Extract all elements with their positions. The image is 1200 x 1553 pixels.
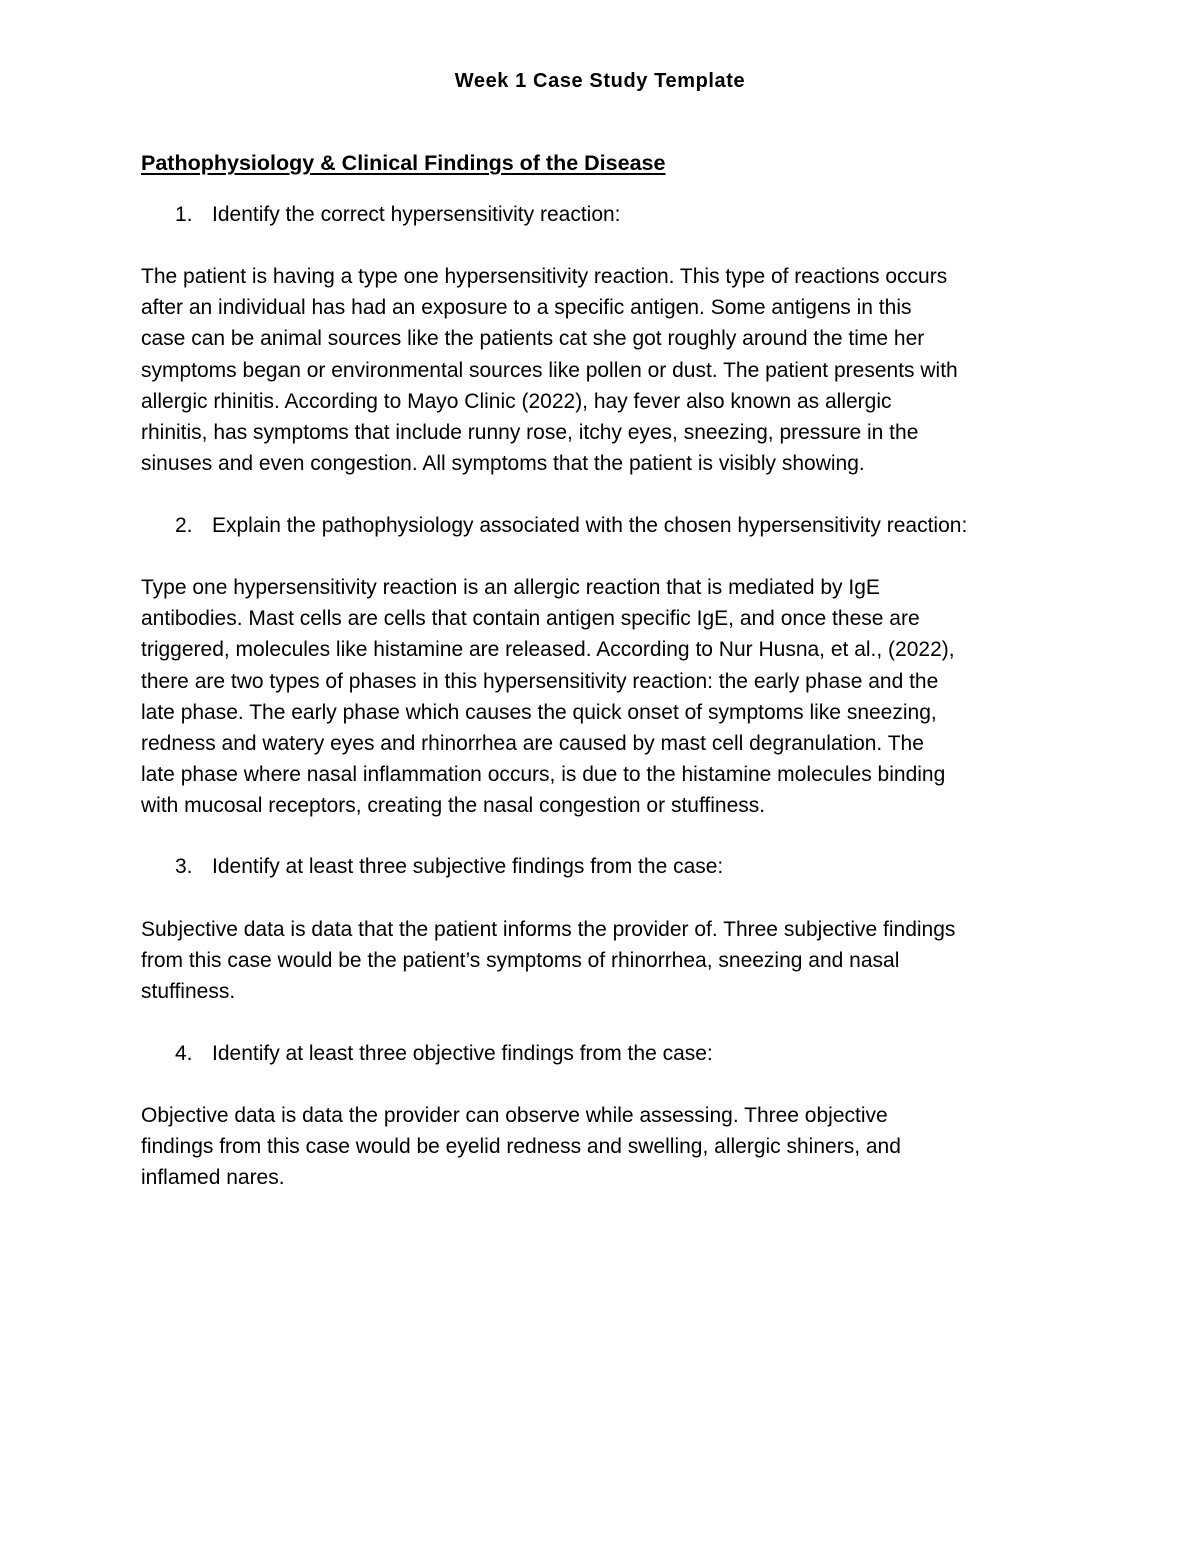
answer-line: redness and watery eyes and rhinorrhea are caused by mast cell degranulation. The bbox=[141, 732, 924, 756]
answer-line: antibodies. Mast cells are cells that contain antigen specific IgE, and once these are bbox=[141, 607, 920, 631]
answer-line: there are two types of phases in this hypersensitivity reaction: the early phase and the bbox=[141, 669, 939, 693]
question-3 bbox=[175, 853, 723, 881]
question-2 bbox=[175, 512, 967, 540]
answer-line: late phase where nasal inflammation occurs, is due to the histamine molecules binding bbox=[141, 763, 946, 787]
answer-line: late phase. The early phase which causes the quick onset of symptoms like sneezing, bbox=[141, 700, 937, 724]
question-number: 3. bbox=[175, 855, 193, 878]
answer-line: The patient is having a type one hypersensitivity reaction. This type of reactions occurs bbox=[141, 265, 948, 288]
answer-line: inflamed nares. bbox=[141, 1166, 285, 1190]
answer-4 bbox=[141, 1100, 1071, 1194]
question-text: Identify at least three objective findings from the case: bbox=[212, 1042, 713, 1065]
answer-line: stuffiness. bbox=[141, 980, 236, 1004]
answer-line: Subjective data is data that the patient informs the provider of. Three subjective findings bbox=[141, 918, 956, 941]
question-text: Explain the pathophysiology associated with the chosen hypersensitivity reaction: bbox=[212, 514, 968, 537]
answer-line: symptoms began or environmental sources like pollen or dust. The patient presents with bbox=[141, 358, 958, 382]
answer-line: rhinitis, has symptoms that include runny rose, itchy eyes, sneezing, pressure in the bbox=[141, 421, 919, 445]
answer-line: Type one hypersensitivity reaction is an allergic reaction that is mediated by IgE bbox=[141, 576, 880, 599]
answer-line: case can be animal sources like the patients cat she got roughly around the time her bbox=[141, 327, 925, 351]
answer-3 bbox=[141, 914, 1071, 1008]
question-4 bbox=[175, 1040, 713, 1068]
answer-line: with mucosal receptors, creating the nasal congestion or stuffiness. bbox=[141, 794, 766, 818]
answer-line: triggered, molecules like histamine are released. According to Nur Husna, et al., (2022), bbox=[141, 638, 955, 662]
question-number: 1. bbox=[175, 203, 193, 226]
answer-2 bbox=[141, 572, 1071, 822]
question-text: Identify at least three subjective findings from the case: bbox=[212, 855, 724, 878]
answer-line: after an individual has had an exposure to a specific antigen. Some antigens in this bbox=[141, 296, 912, 320]
section-heading: Pathophysiology & Clinical Findings of the Disease bbox=[141, 151, 666, 175]
answer-line: allergic rhinitis. According to Mayo Clinic (2022), hay fever also known as allergic bbox=[141, 389, 892, 413]
answer-line: findings from this case would be eyelid redness and swelling, allergic shiners, and bbox=[141, 1135, 901, 1159]
document-title: Week 1 Case Study Template bbox=[454, 70, 746, 92]
question-text: Identify the correct hypersensitivity reaction: bbox=[212, 203, 621, 226]
answer-line: from this case would be the patient’s symptoms of rhinorrhea, sneezing and nasal bbox=[141, 949, 900, 973]
question-1 bbox=[175, 201, 621, 229]
answer-line: sinuses and even congestion. All symptoms that the patient is visibly showing. bbox=[141, 452, 865, 476]
answer-line: Objective data is data the provider can observe while assessing. Three objective bbox=[141, 1104, 888, 1127]
question-number: 2. bbox=[175, 514, 193, 537]
answer-1 bbox=[141, 261, 1071, 479]
question-number: 4. bbox=[175, 1042, 193, 1065]
